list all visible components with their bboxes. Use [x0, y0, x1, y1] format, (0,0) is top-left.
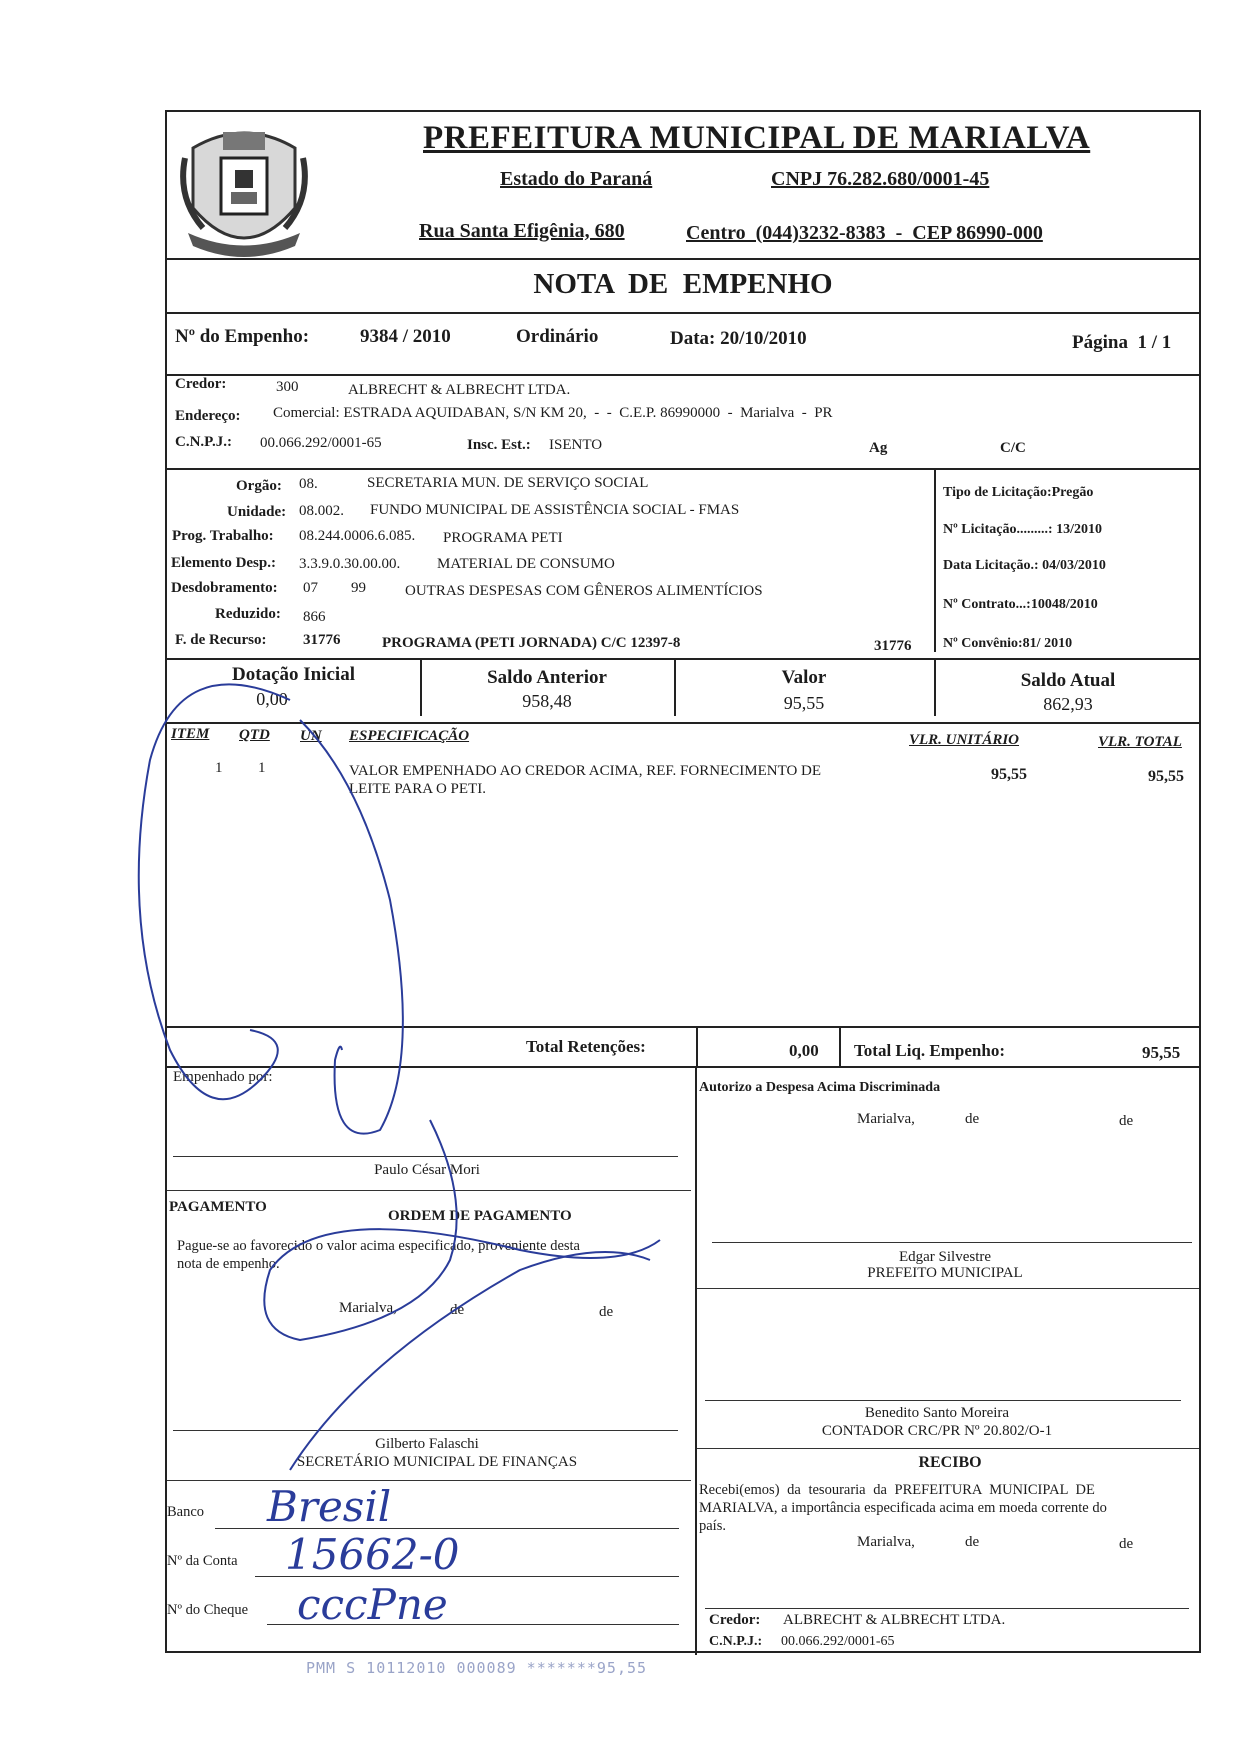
col-header-spec: ESPECIFICAÇÃO: [349, 728, 470, 744]
cheque-handwritten: cccPne: [297, 1580, 448, 1629]
credor-name: ALBRECHT & ALBRECHT LTDA.: [348, 382, 571, 398]
orgao-label: Orgão:: [236, 478, 282, 494]
recibo-cnpj-value: 00.066.292/0001-65: [781, 1634, 895, 1649]
table-row-unit-value: 95,55: [991, 766, 1027, 783]
table-row-spec-line1: VALOR EMPENHADO AO CREDOR ACIMA, REF. FORNECIMENTO DE: [349, 763, 822, 779]
banco-handwritten: Bresil: [267, 1482, 392, 1531]
cnpj-label: CNPJ 76.282.680/0001-45: [771, 168, 990, 190]
desdobramento-code-2: 99: [351, 580, 366, 596]
prog-trabalho-label: Prog. Trabalho:: [172, 528, 274, 544]
numero-contrato: Nº Contrato...:10048/2010: [943, 597, 1098, 612]
credor-code: 300: [276, 379, 299, 395]
unidade-label: Unidade:: [227, 504, 287, 520]
recibo-title: RECIBO: [918, 1454, 982, 1471]
recibo-text-line3: país.: [699, 1518, 726, 1534]
endereco-label: Endereço:: [175, 408, 241, 424]
col-header-item: ITEM: [171, 726, 210, 742]
contador-role: CONTADOR CRC/PR Nº 20.802/O-1: [821, 1423, 1053, 1439]
cheque-label: Nº do Cheque: [167, 1602, 249, 1618]
agency-label: Ag: [869, 440, 888, 456]
recurso-name: PROGRAMA (PETI JORNADA) C/C 12397-8: [382, 635, 681, 651]
recibo-de-1: de: [965, 1534, 980, 1550]
orgao-name: SECRETARIA MUN. DE SERVIÇO SOCIAL: [367, 475, 649, 491]
pagamento-label: PAGAMENTO: [169, 1199, 267, 1215]
autorizo-city: Marialva,: [857, 1111, 915, 1127]
pagamento-text-line1: Pague-se ao favorecido o valor acima especificado, proveniente desta: [177, 1238, 580, 1254]
total-retencoes-value: 0,00: [789, 1041, 819, 1060]
unidade-name: FUNDO MUNICIPAL DE ASSISTÊNCIA SOCIAL - FMAS: [370, 502, 740, 518]
col-header-unit-value: VLR. UNITÁRIO: [909, 732, 1020, 748]
saldo-atual-label: Saldo Atual: [1020, 670, 1116, 691]
total-liquido-label: Total Liq. Empenho:: [854, 1041, 1005, 1060]
pagamento-de-2: de: [599, 1304, 614, 1320]
insc-est-label: Insc. Est.:: [467, 437, 531, 453]
recibo-city: Marialva,: [857, 1534, 915, 1550]
tipo-licitacao: Tipo de Licitação:Pregão: [943, 485, 1094, 500]
credor-label: Credor:: [175, 376, 227, 392]
account-label: C/C: [1000, 440, 1026, 456]
empenho-type: Ordinário: [516, 326, 599, 347]
elemento-code: 3.3.9.0.30.00.00.: [299, 556, 401, 572]
autorizo-de-2: de: [1119, 1113, 1134, 1129]
recurso-code-2: 31776: [874, 638, 912, 654]
pagamento-city: Marialva,: [339, 1300, 397, 1316]
recibo-credor-label: Credor:: [709, 1612, 761, 1628]
table-row-qtd: 1: [258, 760, 266, 776]
numero-licitacao: Nº Licitação.........: 13/2010: [943, 522, 1102, 537]
col-header-un: UN: [300, 728, 322, 744]
unidade-code: 08.002.: [299, 503, 344, 519]
recibo-text-line1: Recebi(emos) da tesouraria da PREFEITURA MUNICIPAL DE: [699, 1482, 1095, 1498]
pagamento-text-line2: nota de empenho.: [177, 1256, 280, 1272]
elemento-label: Elemento Desp.:: [171, 555, 276, 571]
table-row-total-value: 95,55: [1148, 768, 1184, 785]
orgao-code: 08.: [299, 476, 318, 492]
reduzido-value: 866: [303, 609, 326, 625]
prefeito-role: PREFEITO MUNICIPAL: [867, 1265, 1023, 1281]
desdobramento-name: OUTRAS DESPESAS COM GÊNEROS ALIMENTÍCIOS: [405, 583, 763, 599]
secretario-role: SECRETÁRIO MUNICIPAL DE FINANÇAS: [296, 1454, 578, 1470]
empenho-number-label: Nº do Empenho:: [175, 326, 310, 347]
cnpj-credor-label: C.N.P.J.:: [175, 434, 232, 450]
prog-trabalho-name: PROGRAMA PETI: [443, 530, 563, 546]
ordem-pagamento-label: ORDEM DE PAGAMENTO: [388, 1208, 572, 1224]
saldo-atual-value: 862,93: [1043, 694, 1093, 714]
conta-label: Nº da Conta: [167, 1553, 238, 1569]
desdobramento-code-1: 07: [303, 580, 318, 596]
authentication-stamp: PMM S 10112010 000089 *******95,55: [306, 1659, 648, 1677]
empenho-number: 9384 / 2010: [360, 326, 451, 347]
data-licitacao: Data Licitação.: 04/03/2010: [943, 558, 1106, 573]
address-label: Rua Santa Efigênia, 680: [419, 220, 625, 242]
prefeito-name: Edgar Silvestre: [898, 1249, 992, 1265]
cnpj-credor-value: 00.066.292/0001-65: [260, 435, 382, 451]
secretario-name: Gilberto Falaschi: [375, 1436, 479, 1452]
document-title: NOTA DE EMPENHO: [533, 268, 833, 300]
autorizo-label: Autorizo a Despesa Acima Discriminada: [699, 1080, 941, 1095]
empenho-date: Data: 20/10/2010: [670, 328, 807, 349]
conta-handwritten: 15662-0: [285, 1530, 460, 1579]
col-header-qtd: QTD: [239, 727, 270, 743]
pagamento-de-1: de: [450, 1302, 465, 1318]
valor-value: 95,55: [783, 693, 825, 713]
table-row-item: 1: [215, 760, 223, 776]
recurso-code: 31776: [303, 632, 341, 648]
saldo-anterior-value: 958,48: [522, 691, 572, 711]
district-phone-cep: Centro (044)3232-8383 - CEP 86990-000: [686, 222, 1043, 244]
total-liquido-value: 95,55: [1142, 1043, 1181, 1062]
state-label: Estado do Paraná: [500, 168, 653, 190]
prog-trabalho-code: 08.244.0006.6.085.: [299, 528, 416, 544]
autorizo-de-1: de: [965, 1111, 980, 1127]
recibo-de-2: de: [1119, 1536, 1134, 1552]
banco-label: Banco: [167, 1504, 205, 1520]
recibo-text-line2: MARIALVA, a importância especificada acima em moeda corrente do: [699, 1500, 1107, 1516]
recibo-cnpj-label: C.N.P.J.:: [709, 1634, 763, 1649]
municipality-title: PREFEITURA MUNICIPAL DE MARIALVA: [423, 120, 1091, 156]
col-header-total-value: VLR. TOTAL: [1098, 734, 1182, 750]
reduzido-label: Reduzido:: [215, 606, 281, 622]
numero-convenio: Nº Convênio:81/ 2010: [943, 636, 1073, 651]
insc-est-value: ISENTO: [549, 437, 603, 453]
empenhado-por-label: Empenhado por:: [173, 1069, 273, 1085]
recibo-credor-name: ALBRECHT & ALBRECHT LTDA.: [783, 1612, 1006, 1628]
page-number: Página 1 / 1: [1072, 332, 1172, 353]
contador-name: Benedito Santo Moreira: [864, 1405, 1010, 1421]
desdobramento-label: Desdobramento:: [171, 580, 278, 596]
endereco-value: Comercial: ESTRADA AQUIDABAN, S/N KM 20, - - C.E.P. 86990000 - Marialva - PR: [273, 405, 833, 421]
dotacao-inicial-value: 0,00: [256, 689, 288, 709]
empenhado-signer: Paulo César Mori: [374, 1162, 480, 1178]
table-row-spec-line2: LEITE PARA O PETI.: [349, 781, 486, 797]
saldo-anterior-label: Saldo Anterior: [487, 667, 607, 688]
total-retencoes-label: Total Retenções:: [526, 1037, 646, 1056]
valor-label: Valor: [781, 667, 827, 688]
recurso-label: F. de Recurso:: [175, 632, 267, 648]
elemento-name: MATERIAL DE CONSUMO: [437, 556, 615, 572]
dotacao-inicial-label: Dotação Inicial: [232, 664, 355, 685]
